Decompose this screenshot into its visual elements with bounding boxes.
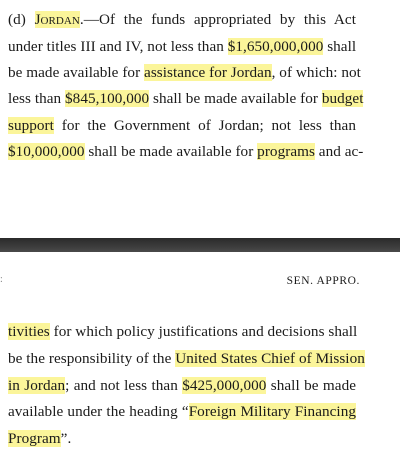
text-segment: for which policy justifications and decisions shall (49, 323, 358, 340)
text-line (8, 37, 356, 57)
text-line (8, 402, 356, 422)
text-segment: shall be made (266, 377, 356, 394)
page-divider (0, 238, 400, 252)
text-line (8, 429, 71, 449)
highlight-assistance[interactable]: assistance for Jordan (144, 64, 272, 81)
text-segment: shall be made available for (84, 143, 258, 160)
text-line (8, 89, 364, 109)
highlight-amount[interactable]: $845,100,000 (65, 90, 150, 107)
highlight-budget[interactable]: budget (321, 90, 364, 107)
highlight-programs[interactable]: programs (257, 143, 315, 160)
highlight-amount[interactable]: $10,000,000 (8, 143, 85, 160)
text-segment: available under the heading “ (8, 403, 189, 420)
text-line (8, 349, 365, 369)
text-line (8, 116, 356, 136)
text-segment: for the Government of Jordan; not less than (53, 117, 356, 134)
bill-page-bottom (0, 252, 400, 460)
text-segment: shall (323, 38, 357, 55)
text-line (8, 142, 364, 162)
highlight-jordan-heading[interactable]: Jordan (34, 11, 80, 28)
page-header: SEN. APPRO. (286, 275, 360, 287)
text-segment: ”. (60, 430, 72, 447)
highlight-activities[interactable]: tivities (8, 323, 50, 340)
text-segment: ; and not less than (65, 377, 183, 394)
text-line (8, 376, 356, 396)
highlight-amount[interactable]: $1,650,000,000 (227, 38, 324, 55)
text-line (8, 322, 356, 342)
text-segment: .—Of the funds appropriated by this Act (79, 11, 356, 28)
highlight-fmf[interactable]: Foreign Military Financing (188, 403, 356, 420)
text-segment: be the responsibility of the (8, 350, 176, 367)
text-segment: (d) (8, 11, 35, 28)
highlight-support[interactable]: support (8, 117, 54, 134)
text-line (8, 10, 356, 30)
highlight-amount[interactable]: $425,000,000 (182, 377, 267, 394)
text-segment: be made available for (8, 64, 145, 81)
text-segment: less than (8, 90, 66, 107)
margin-mark: : (0, 274, 3, 285)
text-segment: and ac- (314, 143, 364, 160)
text-line (8, 63, 361, 83)
text-segment: , of which: not (271, 64, 361, 81)
highlight-program[interactable]: Program (8, 430, 61, 447)
text-segment: shall be made available for (149, 90, 322, 107)
text-segment: under titles III and IV, not less than (8, 38, 228, 55)
highlight-chief-of-mission[interactable]: United States Chief of Mission (175, 350, 365, 367)
highlight-in-jordan[interactable]: in Jordan (8, 377, 66, 394)
